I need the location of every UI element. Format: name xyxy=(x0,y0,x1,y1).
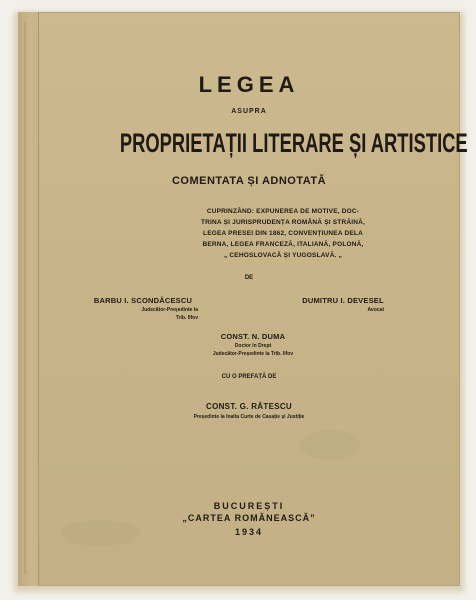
author-scondacescu xyxy=(78,296,208,321)
publisher: „CARTEA ROMÂNEASCĂ” xyxy=(182,513,316,523)
by-label: DE xyxy=(244,275,254,281)
main-title xyxy=(38,128,468,159)
author-role: Avocat xyxy=(367,307,384,313)
author-name: DUMITRU I. DEVESEL xyxy=(302,296,384,305)
preface-author-role: Președinte la Inalta Curte de Casație și Justiție xyxy=(193,414,305,420)
publication-city: BUCUREȘTI xyxy=(213,501,285,511)
book-title: LEGEA xyxy=(198,72,300,97)
author-name: BARBU I. SCONDĂCESCU xyxy=(93,296,193,305)
author-role: Doctor în Drept xyxy=(234,343,272,349)
preface-label: CU O PREFAȚĂ DE xyxy=(221,374,277,380)
publication-year: 1934 xyxy=(234,527,264,537)
author-name: CONST. N. DUMA xyxy=(220,332,286,341)
main-title-text: PROPRIETAȚII LITERARE ȘI ARTISTICE xyxy=(119,128,468,158)
preface-author-name: CONST. G. RĂTESCU xyxy=(206,402,292,411)
contents-line: LEGEA PRESEI DIN 1862, CONVENȚIUNEA DELA xyxy=(203,230,363,237)
author-role: Trib. Ilfov xyxy=(175,315,198,321)
author-role: Judecător-Președinte la xyxy=(141,307,198,313)
preface-author xyxy=(38,402,460,420)
contents-line: BERNA, LEGEA FRANCEZĂ, ITALIANĂ, POLONĂ, xyxy=(202,241,364,248)
title-connector: ASUPRA xyxy=(231,108,267,115)
subtitle: COMENTATA ȘI ADNOTATĂ xyxy=(171,175,327,187)
author-duma xyxy=(178,332,328,357)
author-role: Judecător-Președinte la Trib. Ilfov xyxy=(212,351,294,357)
cover-stain xyxy=(300,430,360,460)
contents-line: „ CEHOSLOVACĂ ȘI YUGOSLAVĂ. „ xyxy=(223,252,343,259)
book-spine xyxy=(18,12,39,586)
contents-line: TRINA ȘI JURISPRUDENȚA ROMÂNĂ ȘI STRĂINĂ, xyxy=(200,219,366,226)
author-devesel xyxy=(282,296,404,313)
contents-description xyxy=(148,206,418,261)
contents-line: CUPRINZÂND: EXPUNEREA DE MOTIVE, DOC- xyxy=(206,208,360,215)
